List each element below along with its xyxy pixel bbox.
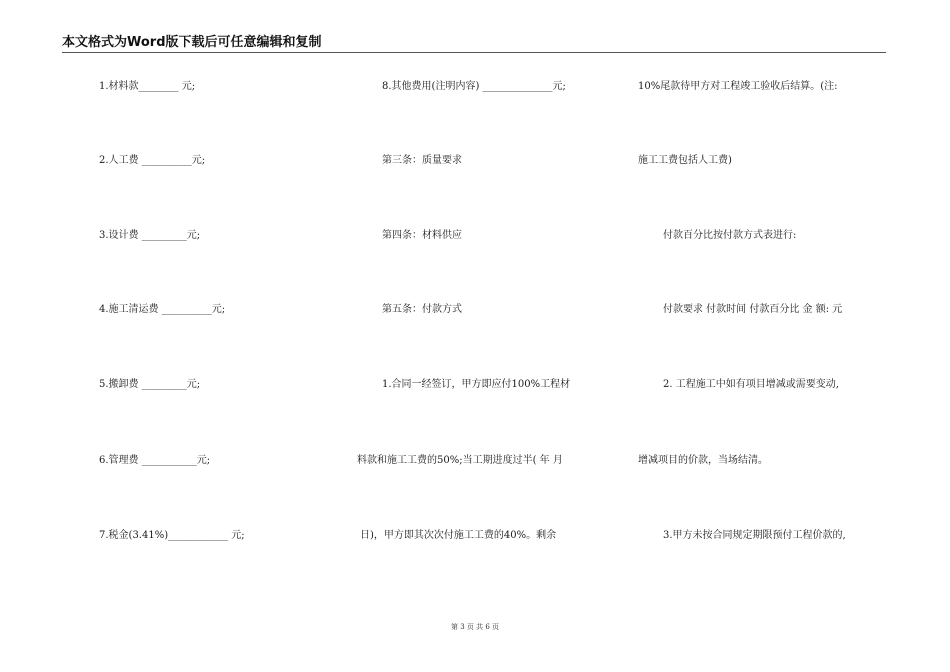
clause-quality: 第三条：质量要求 (382, 155, 462, 166)
clause-payment-method: 第五条：付款方式 (382, 304, 462, 315)
payment-paragraph-line: 施工工费包括人工费) (638, 155, 732, 166)
document-header (62, 34, 886, 53)
change-order-paragraph-line: 2. 工程施工中如有项目增减或需要变动, (663, 379, 839, 390)
payment-paragraph-line: 1.合同一经签订，甲方即应付100%工程材 (382, 379, 571, 390)
header-title: 本文格式为Word版下载后可任意编辑和复制 (62, 35, 322, 50)
cost-item-materials: 1.材料款________ 元; (99, 81, 196, 92)
cost-item-labor: 2.人工费 __________元; (99, 155, 206, 166)
cost-item-design: 3.设计费 _________元; (99, 230, 201, 241)
cost-item-other: 8.其他费用(注明内容) ______________元; (382, 81, 566, 92)
clause-materials-supply: 第四条：材料供应 (382, 230, 462, 241)
payment-paragraph-line: 10%尾款待甲方对工程竣工验收后结算。(注: (638, 81, 838, 92)
change-order-paragraph-line: 增减项目的价款，当场结清。 (638, 455, 768, 466)
page-number: 第 3 页 共 6 页 (450, 623, 500, 631)
cost-item-management: 6.管理费 ___________元; (99, 455, 211, 466)
cost-item-tax: 7.税金(3.41%)____________ 元; (99, 530, 245, 541)
payment-paragraph-line: 日)，甲方即其次次付施工工费的40%。剩余 (360, 530, 557, 541)
cost-item-cleanup: 4.施工清运费 __________元; (99, 304, 226, 315)
payment-schedule-intro: 付款百分比按付款方式表进行: (663, 230, 797, 241)
payment-schedule-header: 付款要求 付款时间 付款百分比 金 额: 元 (663, 304, 843, 315)
cost-item-handling: 5.搬卸费 _________元; (99, 379, 201, 390)
late-payment-paragraph-line: 3.甲方未按合同规定期限预付工程价款的, (663, 530, 846, 541)
payment-paragraph-line: 料款和施工工费的50%;当工期进度过半( 年 月 (357, 455, 563, 466)
